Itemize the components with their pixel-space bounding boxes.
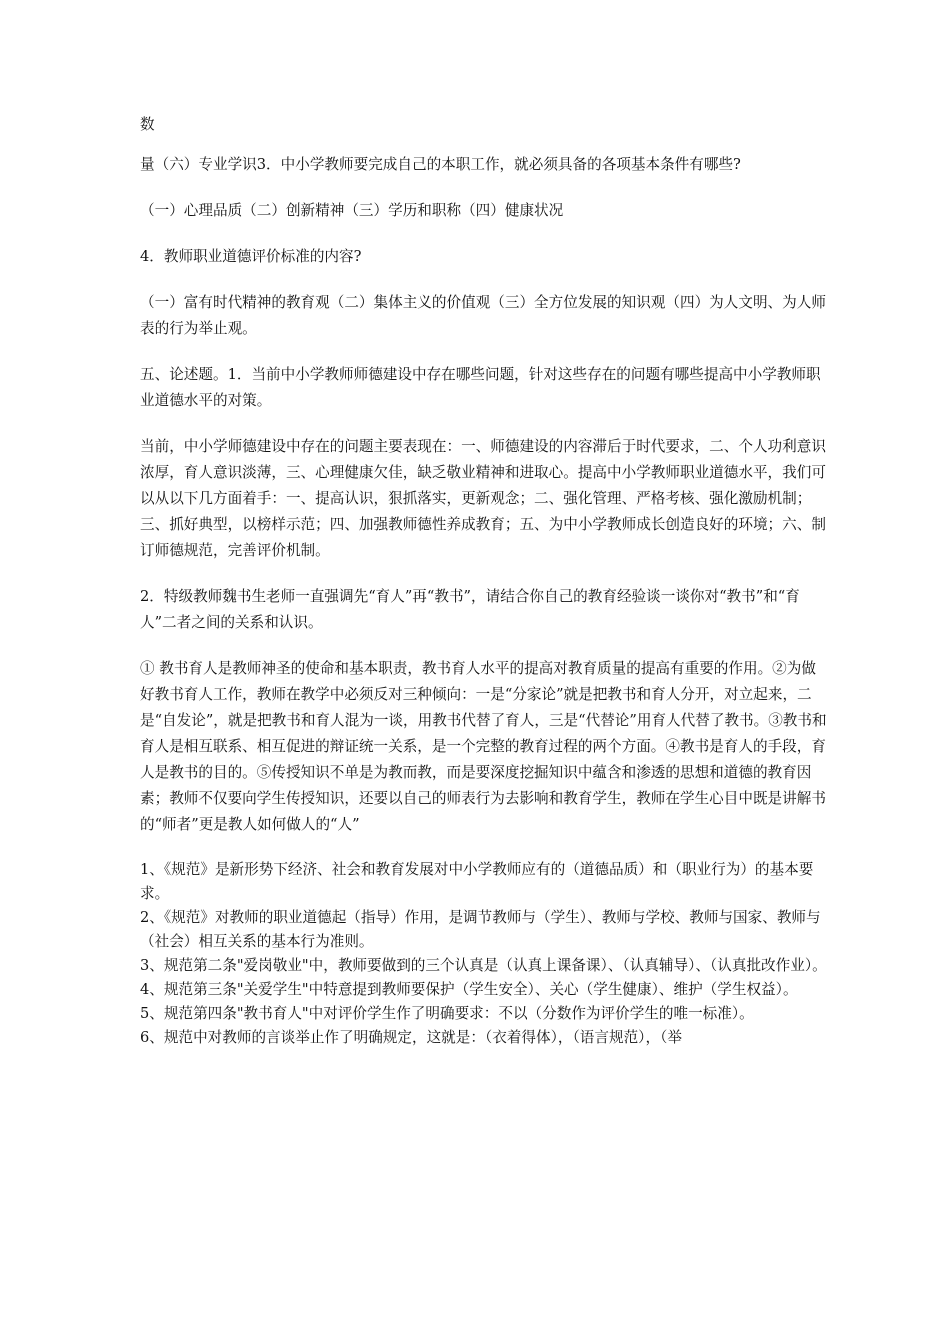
numbered-list xyxy=(140,858,830,1050)
list-item: 4、规范第三条"关爱学生"中特意提到教师要保护（学生安全）、关心（学生健康）、维护（学生权益）。 xyxy=(140,981,798,998)
list-item: 5、规范第四条"教书育人"中对评价学生作了明确要求：不以（分数作为评价学生的唯一标准）。 xyxy=(140,1005,754,1022)
paragraph: 4．教师职业道德评价标准的内容? xyxy=(140,248,362,265)
paragraph: （一）心理品质（二）创新精神（三）学历和职称（四）健康状况 xyxy=(140,202,564,219)
list-item: 6、规范中对教师的言谈举止作了明确规定，这就是：（衣着得体），（语言规范），（举 xyxy=(140,1029,682,1046)
paragraph: 当前，中小学师德建设中存在的问题主要表现在：一、师德建设的内容滞后于时代要求，二、个人功利意识浓厚，育人意识淡薄，三、心理健康欠佳，缺乏敬业精神和进取心。提高中小学教师职业道德水平，我们可以从以下几方面着手：一、提高认识，狠抓落实，更新观念；二、强化管理、严格考核、强化激励机制；三、抓好典型，以榜样示范；四、加强教师德性养成教育；五、为中小学教师成长创造良好的环境；六、制订师德规范，完善评价机制。 xyxy=(140,438,826,559)
paragraph: 2．特级教师魏书生老师一直强调先“育人”再“教书”，请结合你自己的教育经验谈一谈你对“教书”和“育人”二者之间的关系和认识。 xyxy=(140,588,800,631)
paragraph: 数 xyxy=(140,116,155,133)
document-page xyxy=(140,112,830,1050)
list-item: 2、《规范》对教师的职业道德起（指导）作用，是调节教师与（学生）、教师与学校、教师与国家、教师与（社会）相互关系的基本行为准则。 xyxy=(140,909,821,950)
paragraph: ① 教书育人是教师神圣的使命和基本职责，教书育人水平的提高对教育质量的提高有重要的作用。②为做好教书育人工作，教师在教学中必须反对三种倾向：一是“分家论”就是把教书和育人分开，对立起来，二是“自发论”，就是把教书和育人混为一谈，用教书代替了育人，三是“代替论”用育人代替了教书。③教书和育人是相互联系、相互促进的辩证统一关系，是一个完整的教育过程的两个方面。④教书是育人的手段，育人是教书的目的。⑤传授知识不单是为教而教，而是要深度挖掘知识中蕴含和渗透的思想和道德的教育因素；教师不仅要向学生传授知识，还要以自己的师表行为去影响和教育学生，教师在学生心目中既是讲解书的“师者”更是教人如何做人的“人” xyxy=(140,660,827,833)
list-item: 3、规范第二条"爱岗敬业"中，教师要做到的三个认真是（认真上课备课）、（认真辅导）、（认真批改作业）。 xyxy=(140,957,827,974)
paragraph: （一）富有时代精神的教育观（二）集体主义的价值观（三）全方位发展的知识观（四）为人文明、为人师表的行为举止观。 xyxy=(140,294,826,337)
paragraph: 五、论述题。1．当前中小学教师师德建设中存在哪些问题，针对这些存在的问题有哪些提高中小学教师职业道德水平的对策。 xyxy=(140,366,821,409)
list-item: 1、《规范》是新形势下经济、社会和教育发展对中小学教师应有的（道德品质）和（职业行为）的基本要求。 xyxy=(140,861,814,902)
paragraph: 量（六）专业学识3．中小学教师要完成自己的本职工作，就必须具备的各项基本条件有哪些? xyxy=(140,156,741,173)
